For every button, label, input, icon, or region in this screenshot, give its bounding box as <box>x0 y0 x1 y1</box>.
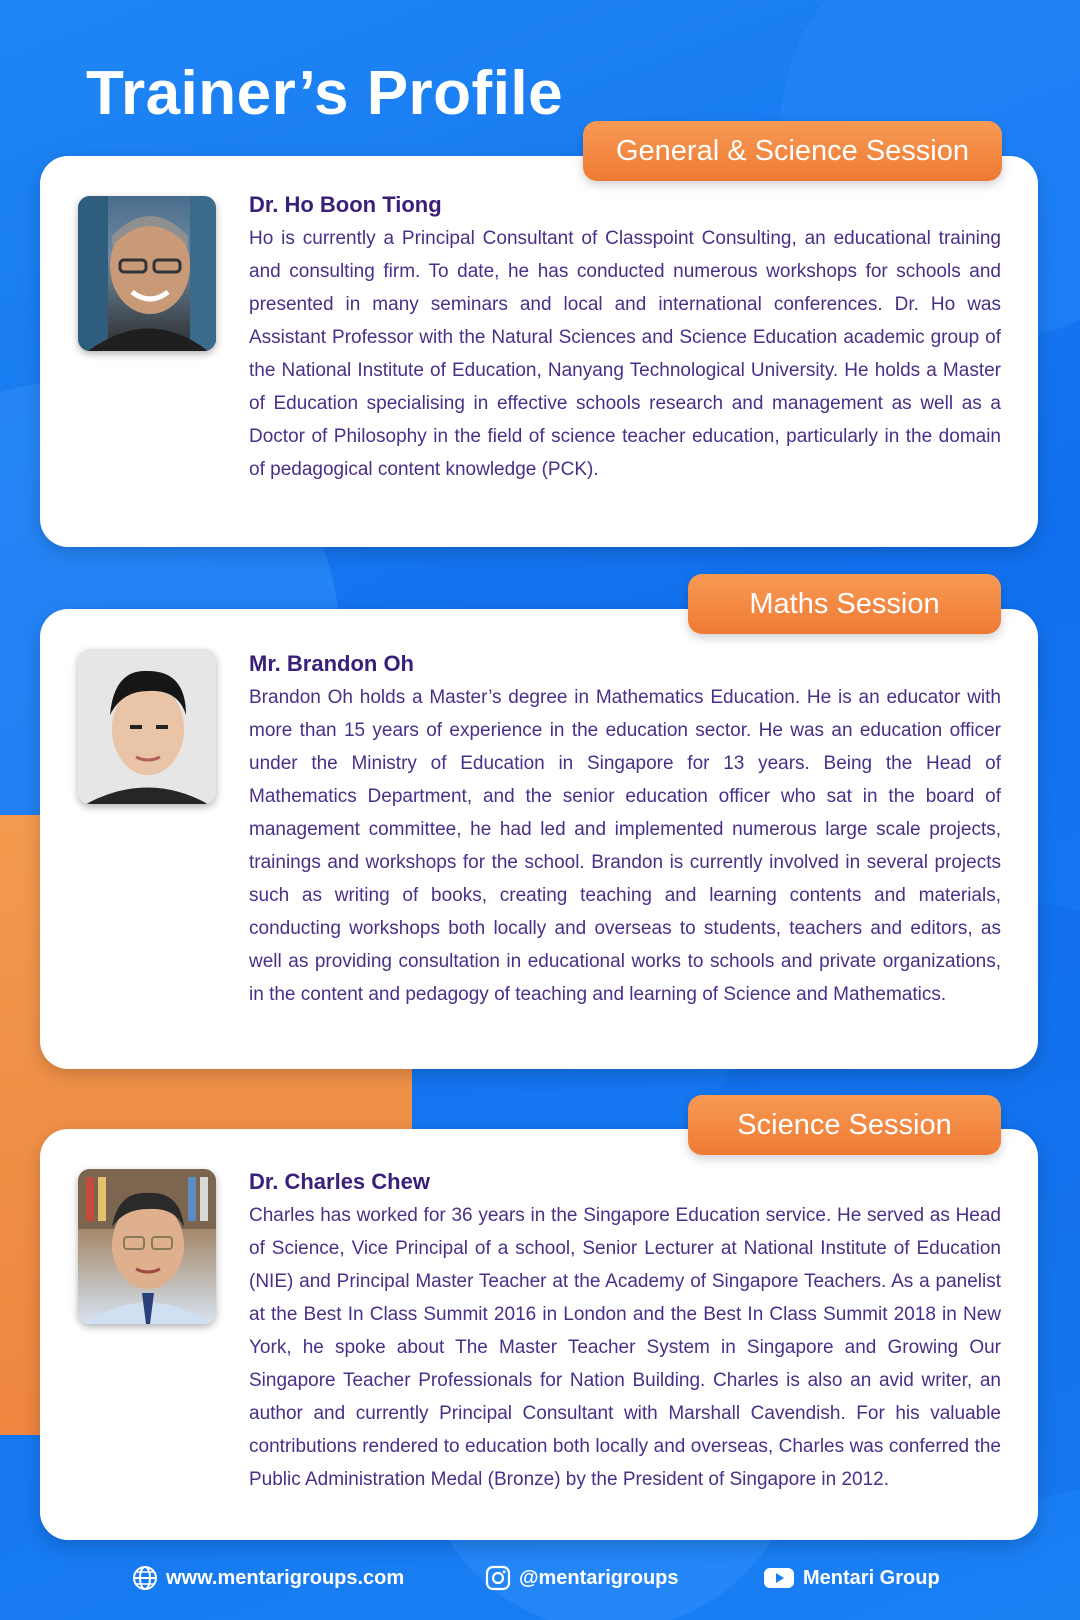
footer-website-label: www.mentarigroups.com <box>166 1566 405 1589</box>
footer-youtube-link[interactable] <box>763 1558 940 1598</box>
footer-instagram-link[interactable] <box>485 1558 679 1598</box>
trainer-bio: Ho is currently a Principal Consultant of Classpoint Consulting, an educational training and consulting firm. To date, he has conducted numerous workshops for schools and presented in many seminars and local and international conferences. Dr. Ho was Assistant Professor with the Natural Sciences and Science Education academic group of the National Institute of Education, Nanyang Technological University. He holds a Master of Education specialising in effective schools research and management as well as a Doctor of Philosophy in the field of science teacher education, particularly in the domain of pedagogical content knowledge (PCK). <box>249 228 1001 480</box>
trainer-bio: Charles has worked for 36 years in the Singapore Education service. He served as Head of Science, Vice Principal of a school, Senior Lecturer at National Institute of Education (NIE) and Principal Master Teacher at the Academy of Singapore Teachers. As a panelist at the Best In Class Summit 2016 in London and the Best In Class Summit 2018 in New York, he spoke about The Master Teacher System in Singapore and Growing Our Singapore Teacher Professionals for Nation Building. Charles is also an avid writer, an author and currently Principal Consultant with Marshall Cavendish. For his valuable contributions rendered to education both locally and overseas, Charles was conferred the Public Administration Medal (Bronze) by the President of Singapore in 2012. <box>249 1205 1001 1490</box>
footer <box>0 1558 1080 1598</box>
trainer-name: Mr. Brandon Oh <box>249 651 414 676</box>
trainer-photo <box>78 196 216 351</box>
session-badge-science: Science Session <box>688 1095 1001 1155</box>
globe-icon <box>132 1565 158 1591</box>
trainer-name: Dr. Ho Boon Tiong <box>249 192 442 217</box>
page-title: Trainer’s Profile <box>86 59 564 128</box>
footer-youtube-label: Mentari Group <box>803 1566 940 1589</box>
trainer-card-charles <box>40 1129 1038 1540</box>
trainer-name: Dr. Charles Chew <box>249 1169 430 1194</box>
youtube-icon <box>763 1566 795 1590</box>
session-badge-maths: Maths Session <box>688 574 1001 634</box>
trainer-card-ho <box>40 156 1038 547</box>
trainer-card-brandon <box>40 609 1038 1069</box>
instagram-icon <box>485 1565 511 1591</box>
session-badge-general-science: General & Science Session <box>583 121 1002 181</box>
footer-instagram-label: @mentarigroups <box>519 1566 679 1589</box>
footer-website-link[interactable] <box>132 1558 404 1598</box>
trainer-photo <box>78 649 216 804</box>
trainer-bio: Brandon Oh holds a Master’s degree in Mathematics Education. He is an educator with more than 15 years of experience in the education sector. He was an education officer under the Ministry of Education in Singapore for 13 years. Being the Head of Mathematics Department, and the senior education officer who sat in the board of management committee, he had led and implemented numerous large scale projects, trainings and workshops for the school. Brandon is currently involved in several projects such as writing of books, creating teaching and learning contents and materials, conducting workshops both locally and overseas to students, teachers and editors, as well as providing consultation in educational works to schools and private organizations, in the content and pedagogy of teaching and learning of Science and Mathematics. <box>249 687 1001 1005</box>
trainer-photo <box>78 1169 216 1324</box>
